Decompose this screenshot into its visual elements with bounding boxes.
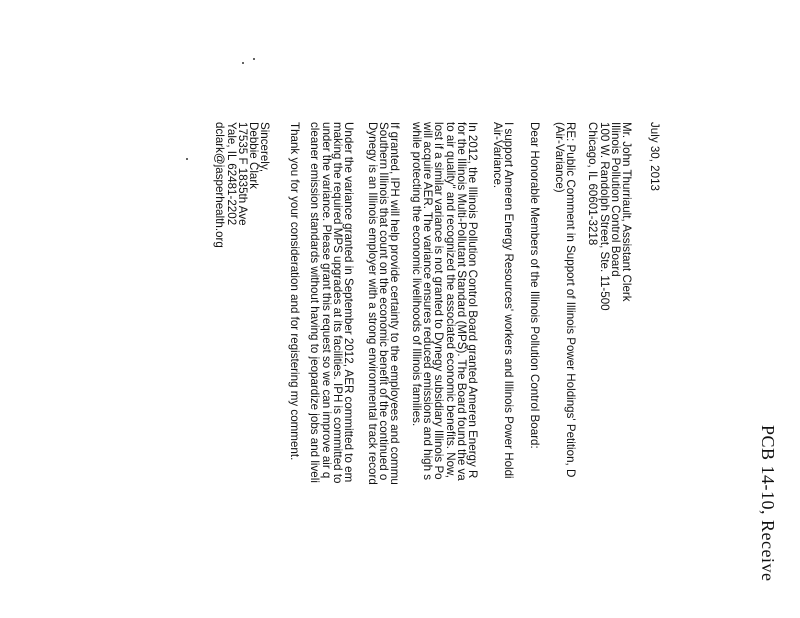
paragraph-line: for the Illinois Multi-Pollutant Standard (MPS). The Board found the va	[454, 122, 468, 481]
paragraph-line: Dynegy is an Illinois employer with a strong environmental track record	[365, 122, 379, 485]
paragraph-line: will acquire AER. The variance ensures reduced emissions and high s	[421, 122, 435, 481]
paragraph-line: Thank you for your consideration and for registering my comment.	[288, 122, 301, 461]
paragraph-line: Air-Variance.	[490, 122, 504, 189]
paragraph-line: In 2012, the Illinois Pollution Control Board granted Ameren Energy R	[466, 122, 479, 479]
paragraph-line: making the required MPS upgrades at its facilities. IPH is committed to	[330, 122, 344, 484]
scan-speck	[242, 62, 244, 64]
paragraph-line: I support Ameren Energy Resources' workers and Illinois Power Holdi	[502, 122, 515, 479]
re-subject	[554, 122, 576, 477]
re-line: (Air-Variance)	[552, 122, 566, 193]
recipient-line: Mr. John Thurriault, Assistant Clerk	[620, 122, 633, 302]
paragraph-3	[366, 122, 400, 485]
paragraph-line: under the variance. Please grant this request so we can improve air q	[319, 122, 333, 479]
signature-line: 17535 F 1835th Ave	[235, 122, 249, 226]
paragraph-line: If granted, IPH will help provide certainty to the employees and commu	[388, 122, 401, 485]
paragraph-4	[309, 122, 354, 484]
paragraph-line: Under the variance granted in September 2012, AER committed to em	[342, 122, 355, 483]
recipient-address	[587, 122, 632, 311]
paragraph-2	[411, 122, 478, 481]
pcb-receipt-stamp: PCB 14-10, Receive	[758, 425, 778, 582]
signature-block	[214, 122, 259, 248]
re-line: RE: Public Comment in Support of Illinois Power Holdings' Petition, D	[564, 122, 577, 478]
recipient-line: Chicago, IL 60601-3218	[586, 122, 600, 246]
scan-speck	[186, 158, 188, 160]
letter-date: July 30, 2013	[648, 122, 661, 191]
signature-line: Yale, IL 62481-2202	[224, 122, 238, 226]
paragraph-1	[492, 122, 514, 479]
closing: Sincerely,	[258, 122, 271, 173]
paragraph-line: while protecting the economic livelihoods of Illinois families.	[409, 122, 423, 427]
salutation: Dear Honorable Members of the Illinois Pollution Control Board:	[528, 122, 541, 449]
signature-email: dclark@jasperhealth.org	[213, 122, 227, 248]
signature-line: Debbie Clark	[247, 122, 260, 190]
scan-speck	[253, 58, 255, 60]
paragraph-5	[289, 122, 300, 460]
paragraph-line: to air quality" and recognized the associated economic benefits. Now,	[443, 122, 457, 478]
recipient-line: 100 W. Randolph Street, Ste. 11-500	[597, 122, 611, 311]
paragraph-line: Southern Illinois that count on the economic benefit of the continued o	[376, 122, 390, 481]
recipient-line: Illinois Pollution Control Board	[608, 122, 622, 277]
paragraph-line: cleaner emission standards without having to jeopardize jobs and liveli	[308, 122, 322, 483]
paragraph-line: lost if a similar variance is not granted to Dynegy subsidiary Illinois Po	[432, 122, 446, 480]
